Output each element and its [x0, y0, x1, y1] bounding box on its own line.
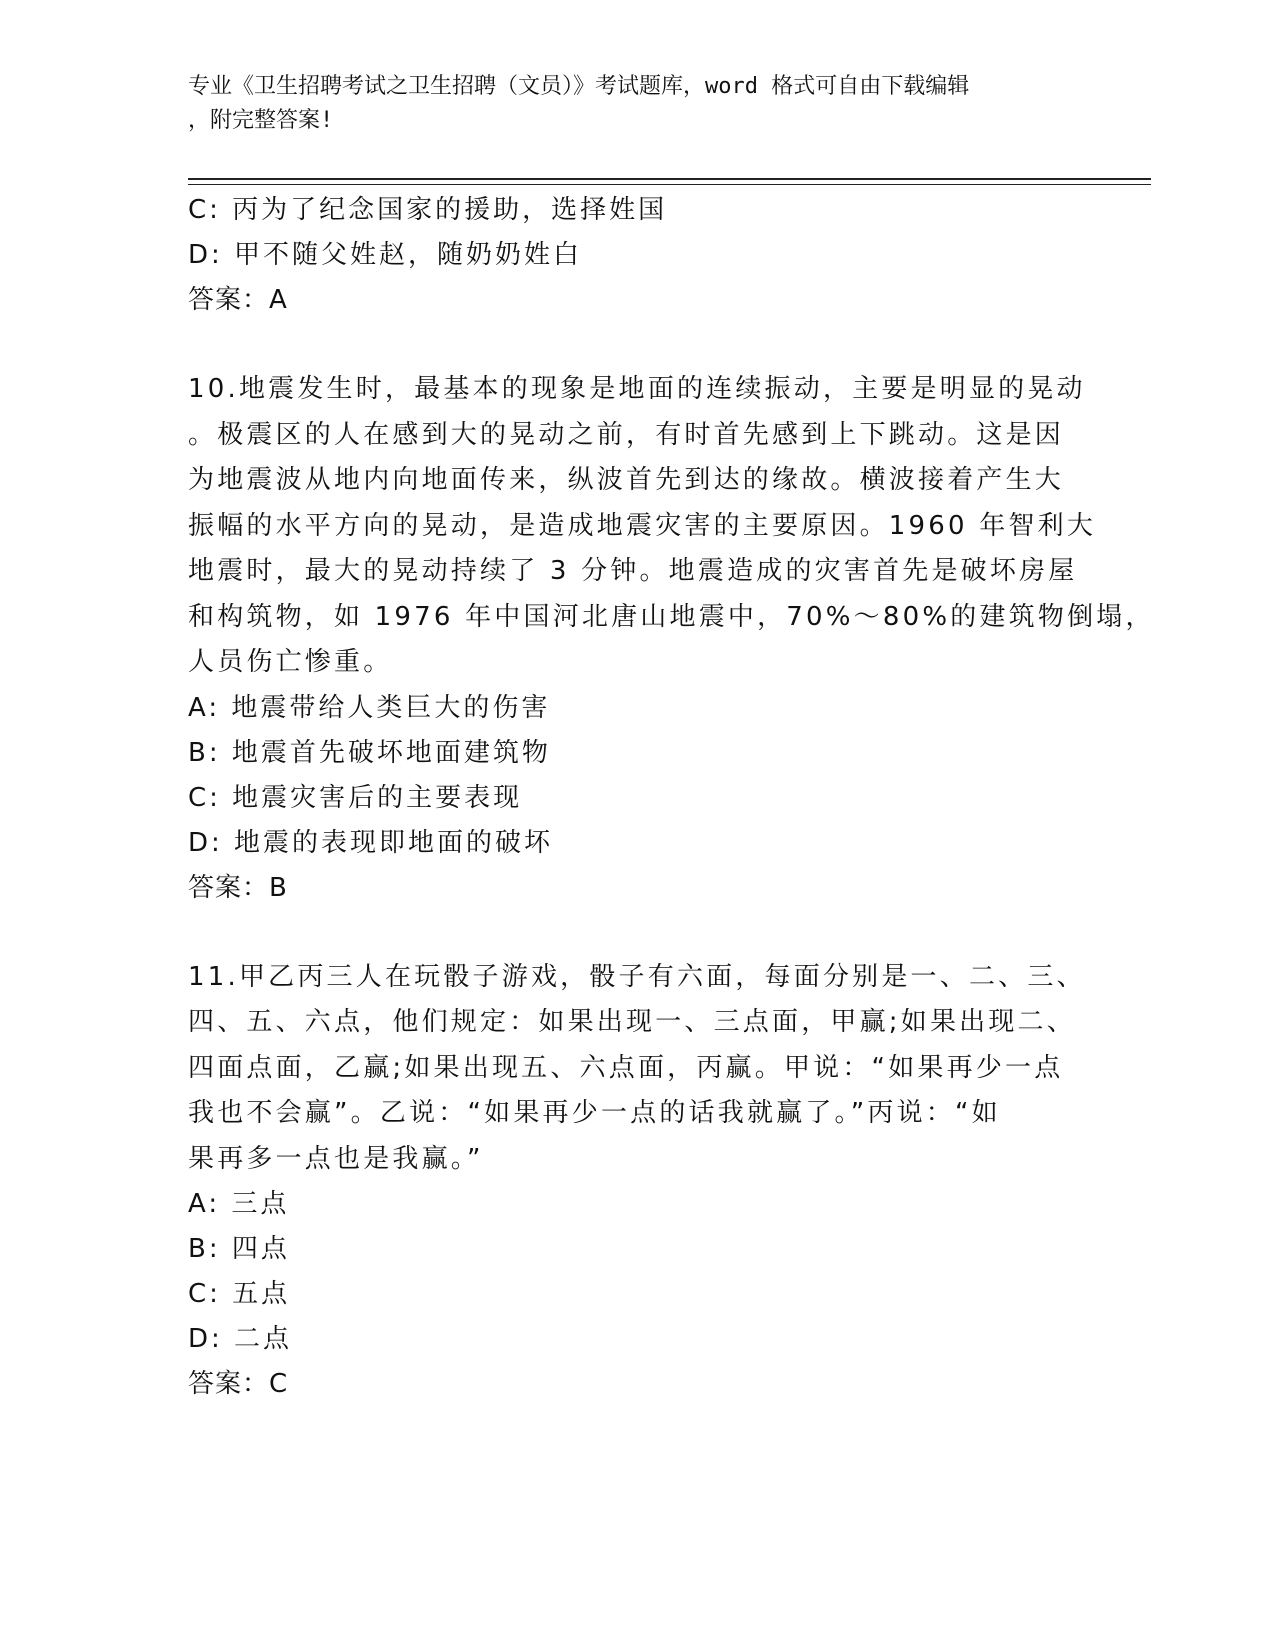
question-line: 四面点面，乙赢;如果出现五、六点面，丙赢。甲说：“如果再少一点: [188, 1052, 1064, 1083]
question-line: 地震时，最大的晃动持续了 3 分钟。地震造成的灾害首先是破坏房屋: [188, 556, 1078, 586]
option-c: C: 五点: [188, 1279, 291, 1309]
question-line: 10.地震发生时，最基本的现象是地面的连续振动，主要是明显的晃动: [188, 374, 1086, 404]
question-line: 振幅的水平方向的晃动，是造成地震灾害的主要原因。1960 年智利大: [188, 510, 1097, 541]
spacer: [188, 323, 1088, 367]
question-line: 为地震波从地内向地面传来，纵波首先到达的缘故。横波接着产生大: [188, 465, 1065, 495]
header-rule-thick: [188, 178, 1151, 180]
option-c: C: 丙为了纪念国家的援助，选择姓国: [188, 195, 668, 225]
question-line: 果再多一点也是我赢。”: [188, 1143, 484, 1174]
header-line-1: 专业《卫生招聘考试之卫生招聘（文员）》考试题库，word 格式可自由下载编辑: [188, 74, 970, 99]
question-text: [188, 955, 1086, 1183]
option-b: B: 四点: [188, 1234, 290, 1264]
option-a: A: 地震带给人类巨大的伤害: [188, 692, 551, 723]
spacer: [188, 911, 1088, 955]
option-b: B: 地震首先破坏地面建筑物: [188, 737, 551, 768]
question-line: 。极震区的人在感到大的晃动之前，有时首先感到上下跳动。这是因: [188, 419, 1065, 450]
answer: 答案：C: [188, 1369, 289, 1399]
document-header: [188, 70, 1068, 138]
option-d: D: 甲不随父姓赵，随奶奶姓白: [188, 240, 583, 270]
question-line: 人员伤亡惨重。: [188, 647, 393, 677]
question-line: 11.甲乙丙三人在玩骰子游戏，骰子有六面，每面分别是一、二、三、: [188, 961, 1086, 992]
option-d: D: 二点: [188, 1324, 293, 1354]
prev-question: [188, 188, 1088, 323]
question-line: 我也不会赢”。乙说：“如果再少一点的话我就赢了。”丙说：“如: [188, 1098, 1001, 1128]
option-d: D: 地震的表现即地面的破坏: [188, 827, 554, 858]
option-c: C: 地震灾害后的主要表现: [188, 782, 523, 813]
answer: 答案：A: [188, 285, 288, 315]
question-11: [188, 955, 1088, 1408]
answer: 答案：B: [188, 872, 288, 903]
document-body: [188, 188, 1155, 1407]
question-line: 和构筑物，如 1976 年中国河北唐山地震中，70%～80%的建筑物倒塌，: [188, 601, 1155, 632]
question-line: 四、五、六点，他们规定：如果出现一、三点面，甲赢;如果出现二、: [188, 1007, 1076, 1037]
header-rule-thin: [188, 184, 1151, 185]
header-line-2: ，附完整答案!: [188, 108, 334, 133]
question-text: [188, 367, 1155, 686]
option-a: A: 三点: [188, 1189, 290, 1219]
question-10: [188, 367, 1155, 911]
